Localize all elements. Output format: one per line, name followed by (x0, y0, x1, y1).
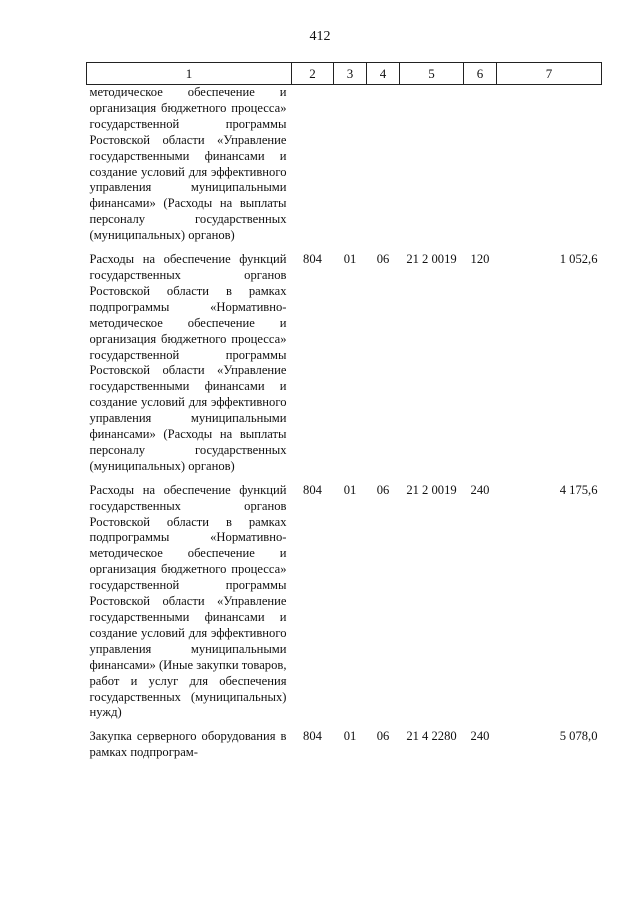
header-col-1: 1 (87, 63, 292, 85)
header-row (87, 63, 602, 85)
table-row (87, 723, 602, 763)
row-col-2: 804 (303, 252, 322, 267)
row-col-6 (464, 85, 497, 247)
row-col-2: 804 (303, 729, 322, 744)
row-col-4: 06 (376, 252, 390, 267)
table-row (87, 85, 602, 247)
header-col-7: 7 (497, 63, 602, 85)
page-number: 412 (309, 29, 331, 44)
row-col-4 (367, 85, 400, 247)
row-col-6: 240 (470, 482, 490, 497)
row-col-2: 804 (303, 482, 322, 497)
row-col-3: 01 (343, 729, 357, 744)
row-col-7 (497, 85, 602, 247)
row-col-4: 06 (376, 482, 390, 497)
row-col-3: 01 (343, 252, 357, 267)
row-description: Закупка серверного оборудования в рамках подпрограм- (89, 729, 287, 760)
row-col-5: 21 4 2280 (406, 729, 457, 744)
row-col-5: 21 2 0019 (406, 252, 457, 267)
row-col-6: 240 (470, 729, 490, 744)
header-col-3: 3 (334, 63, 367, 85)
budget-table (86, 62, 602, 763)
row-col-3 (334, 85, 367, 247)
row-col-6: 120 (470, 252, 490, 267)
row-col-7: 1 052,6 (559, 252, 598, 267)
row-col-3: 01 (343, 482, 357, 497)
row-col-5 (400, 85, 464, 247)
table-row (87, 246, 602, 477)
row-description: Расходы на обеспечение функций государственных органов Ростовской области в рамках подпрограммы «Нормативно-методическое обеспечение и организация бюджетного процесса» государственной программы Ростовской области «Управление государственными финансами и создание условий для эффективного управления муниципальными финансами» (Расходы на выплаты персоналу государственных (муниципальных) органов) (89, 252, 287, 473)
row-description: Расходы на обеспечение функций государственных органов Ростовской области в рамках подпрограммы «Нормативно-методическое обеспечение и организация бюджетного процесса» государственной программы Ростовской области «Управление государственными финансами и создание условий для эффективного управления муниципальными финансами» (Иные закупки товаров, работ и услуг для обеспечения государственных (муниципальных) нужд) (89, 482, 287, 720)
row-col-5: 21 2 0019 (406, 482, 457, 497)
row-description: методическое обеспечение и организация бюджетного процесса» государственной программы Ростовской области «Управление государственными финансами и создание условий для эффективного управления муниципальными финансами» (Расходы на выплаты персоналу государственных (муниципальных) органов) (89, 85, 287, 243)
row-col-2 (292, 85, 334, 247)
row-col-7: 4 175,6 (559, 482, 598, 497)
table-row (87, 477, 602, 724)
row-col-7: 5 078,0 (559, 729, 598, 744)
header-col-6: 6 (464, 63, 497, 85)
header-col-2: 2 (292, 63, 334, 85)
header-col-5: 5 (400, 63, 464, 85)
row-col-4: 06 (376, 729, 390, 744)
header-col-4: 4 (367, 63, 400, 85)
